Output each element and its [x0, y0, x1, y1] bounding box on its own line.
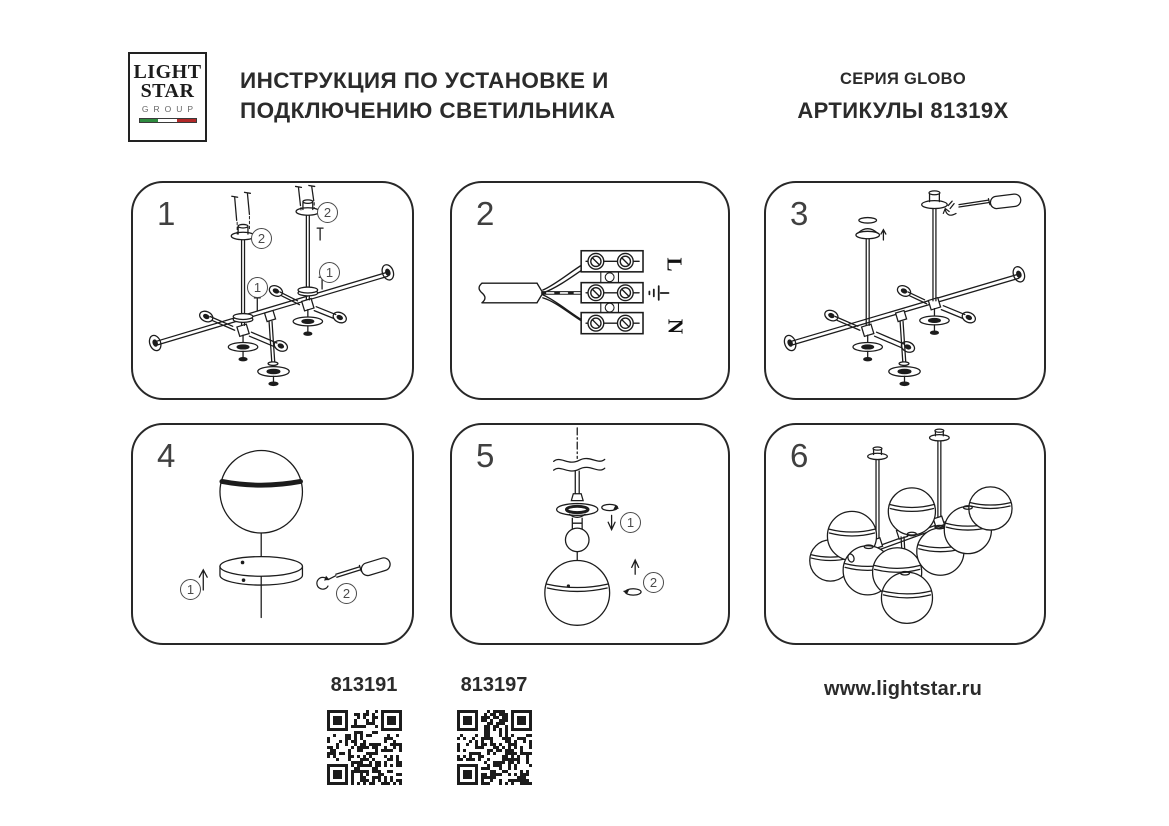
- callout-2: 2: [336, 583, 357, 604]
- live-wire-label: L: [662, 257, 687, 272]
- earth-symbol: [649, 286, 668, 300]
- flag-red: [177, 119, 196, 122]
- terminal-block: [581, 251, 643, 334]
- callout-2: 2: [643, 572, 664, 593]
- callout-1: 1: [247, 277, 268, 298]
- article-number-left: 813191: [330, 674, 398, 696]
- logo-word-light: LIGHT: [133, 61, 202, 83]
- mains-cable: [479, 283, 543, 303]
- chandelier-frame: [782, 265, 1026, 385]
- break-waves: [554, 459, 605, 471]
- screwdriver-icon: [328, 556, 392, 579]
- page-title: [240, 66, 616, 127]
- series-label: СЕРИЯ GLOBO: [839, 70, 967, 88]
- qr-code-813197: [457, 710, 532, 785]
- callout-1: 1: [180, 579, 201, 600]
- rotate-up-arrows: [623, 560, 641, 595]
- screwdriver-icon: [943, 193, 1021, 215]
- rotate-down-arrows: [602, 504, 619, 529]
- callout-1: 1: [319, 262, 340, 283]
- step-number: 2: [476, 195, 495, 232]
- flag-green: [140, 119, 159, 122]
- article-number-right: 813197: [460, 674, 528, 696]
- neutral-wire-label: N: [663, 318, 688, 335]
- callout-2: 2: [317, 202, 338, 223]
- glass-globe: [220, 451, 302, 533]
- left-rod-and-canopy: [231, 192, 260, 325]
- logo-word-star: STAR: [140, 79, 195, 102]
- series-block: [790, 70, 1016, 124]
- callout-1: 1: [620, 512, 641, 533]
- step-6-panel: [764, 423, 1046, 645]
- flag-white: [158, 119, 177, 122]
- step-2-panel: [450, 181, 730, 400]
- step-4-panel: [131, 423, 414, 645]
- right-rod-and-canopy: [296, 185, 325, 299]
- right-canopy: [922, 191, 948, 301]
- title-line-2: ПОДКЛЮЧЕНИЮ СВЕТИЛЬНИКА: [240, 98, 616, 124]
- callout-2: 2: [251, 228, 272, 249]
- step-number: 4: [157, 437, 176, 474]
- step-1-panel: [131, 181, 414, 400]
- website-url: www.lightstar.ru: [823, 678, 983, 700]
- articles-label: АРТИКУЛЫ 81319X: [797, 98, 1009, 123]
- title-line-1: ИНСТРУКЦИЯ ПО УСТАНОВКЕ И: [240, 68, 609, 93]
- step-number: 3: [790, 195, 809, 232]
- italian-flag-bar: [139, 118, 197, 123]
- rotation-clip: [317, 576, 330, 589]
- step-number: 6: [790, 437, 809, 474]
- step-number: 1: [157, 195, 176, 232]
- logo-word-group: GROUP: [141, 104, 199, 115]
- qr-code-813191: [327, 710, 402, 785]
- lightstar-logo: [128, 52, 207, 142]
- glass-globe: [545, 561, 610, 626]
- globes: [810, 487, 1012, 623]
- light-bulb: [565, 528, 589, 552]
- step-number: 5: [476, 437, 495, 474]
- left-canopy: [856, 218, 886, 326]
- step-5-panel: [450, 423, 730, 645]
- suspension-rod: [557, 471, 598, 529]
- step-3-panel: [764, 181, 1046, 400]
- chandelier-frame-exploded: [147, 263, 395, 385]
